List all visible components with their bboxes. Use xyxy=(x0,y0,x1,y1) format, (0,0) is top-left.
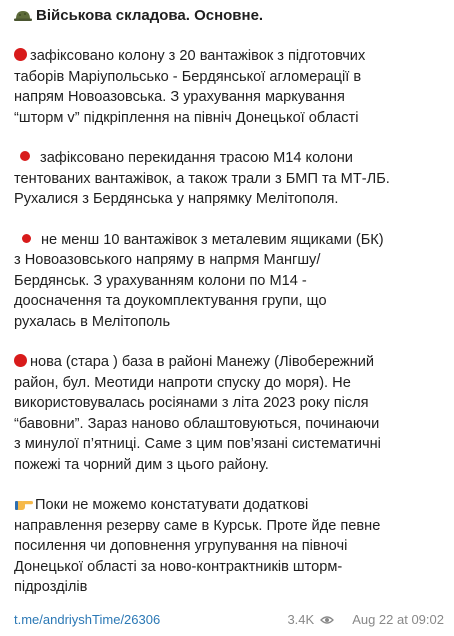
post-paragraph xyxy=(14,148,444,210)
post-paragraph-text: зафіксовано колону з 20 вантажівок з підготовчих таборів Маріупольсько - Бердянської агломерації в напрям Новоазовська. З урахування маркування “шторм v” підкріплення на північ Донецької області xyxy=(14,48,366,126)
post-title: Військова складова. Основне. xyxy=(36,7,264,24)
post-paragraph xyxy=(14,230,444,333)
post-footer xyxy=(14,612,444,627)
post-paragraph-text: Поки не можемо констатувати додаткові направлення резерву саме в Курськ. Проте йде певне посилення чи доповнення угрупування на півночі Донецької області за ново-контрактників шторм- підрозділів xyxy=(14,497,381,595)
post-paragraph-text: не менш 10 вантажівок з металевим ящиками (БК) з Новоазовського напряму в напрмя Мангшу/ Бердянськ. З урахуванням колони по М14 - доосначення та доукомплектування групи, що рухалась в Мелітополь xyxy=(14,231,384,330)
post-body xyxy=(14,46,444,598)
post-timestamp: Aug 22 at 09:02 xyxy=(352,612,444,627)
red-circle-icon xyxy=(14,354,27,367)
post-paragraph xyxy=(14,352,444,475)
red-circle-icon xyxy=(22,234,31,243)
post-paragraph xyxy=(14,495,444,598)
post-paragraph-text: нова (стара ) база в районі Манежу (Лівобережний район, бул. Меотиди напроти спуску до моря). Не використовувалась росіянами з літа 2023 року після “бавовни”. Зараз наново облаштовуються, починаючи з минулої п’ятниці. Саме з цим пов’язані систематичні пожежі та чорний дим з цього району. xyxy=(14,354,381,473)
view-count-value: 3.4K xyxy=(287,612,315,627)
post-paragraph xyxy=(14,46,444,128)
backhand-index-pointing-right-icon xyxy=(14,497,34,511)
red-circle-icon xyxy=(14,48,27,61)
helmet-icon xyxy=(14,9,32,23)
view-count xyxy=(287,612,334,627)
post-paragraph-text: зафіксовано перекидання трасою М14 колони тентованих вантажівок, а також трали з БМП та МТ-ЛБ. Рухалися з Бердянська у напрямку Мелітополя. xyxy=(14,150,390,207)
post-title-row xyxy=(14,6,444,26)
red-circle-icon xyxy=(20,151,30,161)
eye-icon xyxy=(320,615,334,625)
post-link[interactable]: t.me/andriyshTime/26306 xyxy=(14,612,161,627)
